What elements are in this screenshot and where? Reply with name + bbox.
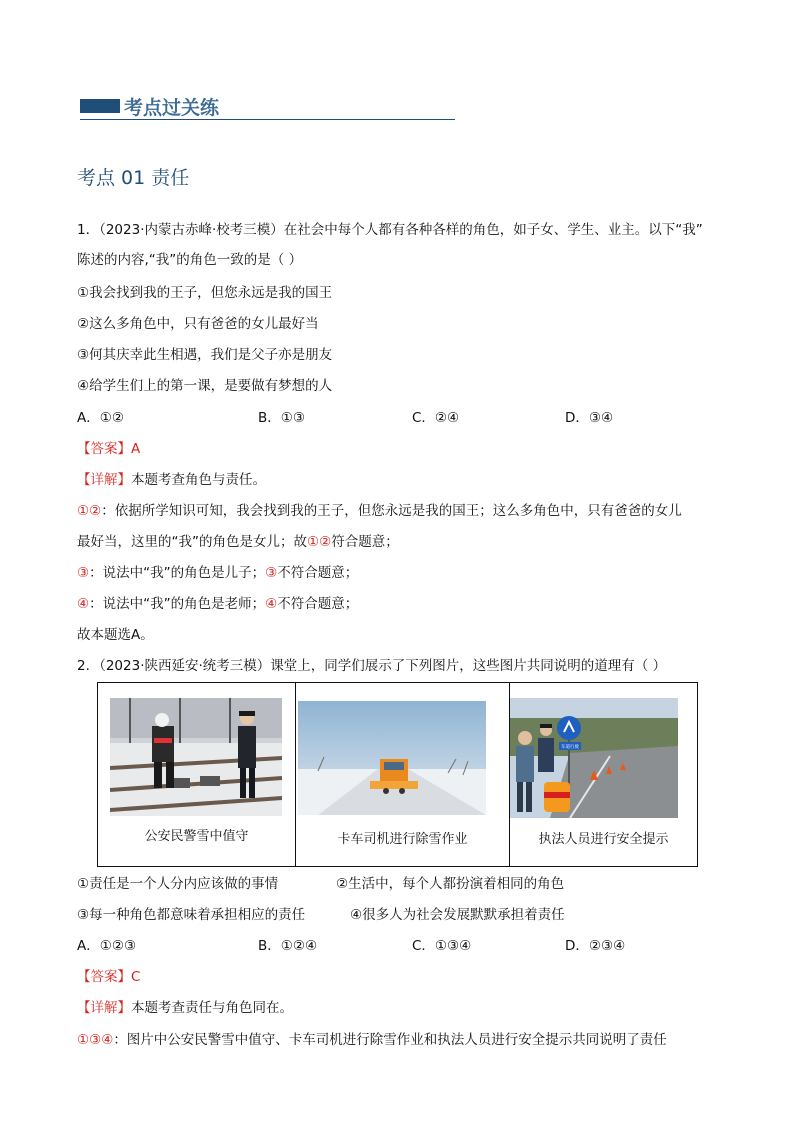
header-rule xyxy=(80,119,455,120)
header-title: 考点过关练 xyxy=(124,97,220,119)
q2-option-a: A．①②③ xyxy=(77,938,137,954)
q1-analysis-1 xyxy=(77,501,682,521)
q1-analysis-1-cont-mark: ①② xyxy=(307,534,332,550)
q2-picture-cell-3 xyxy=(510,683,698,867)
q1-item-1: ①我会找到我的王子，但您永远是我的国王 xyxy=(77,285,333,301)
sign-text: 车道行驶 xyxy=(561,745,579,750)
q2-analysis-1-text: ：图片中公安民警雪中值守、卡车司机进行除雪作业和执法人员进行安全提示共同说明了责任 xyxy=(113,1032,667,1048)
q2-analysis-1-mark: ①③④ xyxy=(77,1032,114,1048)
q2-item-4: ④很多人为社会发展默默承担着责任 xyxy=(350,907,565,923)
q1-analysis-3-post: 不符合题意； xyxy=(277,596,359,612)
header-bar xyxy=(80,99,120,113)
q2-analysis-1 xyxy=(77,1030,667,1050)
q1-item-4: ④给学生们上的第一课，是要做有梦想的人 xyxy=(77,378,333,394)
q2-picture-table xyxy=(97,682,698,867)
q2-picture-cell-2 xyxy=(296,683,510,867)
q1-answer xyxy=(77,439,140,459)
q1-option-c: C．②④ xyxy=(412,410,460,426)
caption-safety: 执法人员进行安全提示 xyxy=(538,832,669,847)
safety-prompt-photo xyxy=(510,698,678,818)
q1-analysis-2-text: ：说法中“我”的角色是儿子； xyxy=(89,565,266,581)
q2-option-b: B．①②④ xyxy=(258,938,318,954)
q1-analysis-1-cont-pre: 最好当，这里的“我”的角色是女儿；故 xyxy=(77,534,307,550)
q1-analysis-2-post: 不符合题意； xyxy=(277,565,359,581)
q2-answer-value: C xyxy=(131,969,141,985)
q1-item-3: ③何其庆幸此生相遇，我们是父子亦是朋友 xyxy=(77,347,333,363)
q1-analysis-3 xyxy=(77,594,358,614)
q1-analysis-3-mark2: ④ xyxy=(265,596,278,612)
q1-analysis-3-text: ：说法中“我”的角色是老师； xyxy=(89,596,266,612)
q2-item-3: ③每一种角色都意味着承担相应的责任 xyxy=(77,907,306,923)
q1-analysis-2-mark2: ③ xyxy=(265,565,278,581)
q1-item-2: ②这么多角色中，只有爸爸的女儿最好当 xyxy=(77,316,319,332)
q2-item-2: ②生活中，每个人都扮演着相同的角色 xyxy=(336,876,565,892)
q1-answer-value: A xyxy=(131,441,141,457)
section-title: 考点 01 责任 xyxy=(77,167,190,189)
q2-detail-intro: 本题考查责任与角色同在。 xyxy=(131,1000,293,1016)
snowplow-photo xyxy=(298,701,486,815)
caption-police: 公安民警雪中值守 xyxy=(144,829,249,844)
q2-answer xyxy=(77,967,140,987)
q1-analysis-2-mark: ③ xyxy=(77,565,90,581)
q1-stem-line1: 1．（2023·内蒙古赤峰·校考三模）在社会中每个人都有各种各样的角色，如子女、学生、业主。以下“我” xyxy=(77,222,703,238)
q1-detail xyxy=(77,470,266,490)
q2-detail-label: 【详解】 xyxy=(77,1000,131,1016)
q2-option-c: C．①③④ xyxy=(412,938,472,954)
q1-detail-label: 【详解】 xyxy=(77,472,131,488)
q1-analysis-1-cont xyxy=(77,532,399,552)
q2-stem: 2．（2023·陕西延安·统考三模）课堂上，同学们展示了下列图片，这些图片共同说明的道理有（ ） xyxy=(77,658,667,674)
q1-analysis-2 xyxy=(77,563,358,583)
q1-answer-label: 【答案】 xyxy=(77,441,131,457)
q2-picture-cell-1 xyxy=(98,683,296,867)
q1-conclusion: 故本题选A。 xyxy=(77,627,154,643)
q2-detail xyxy=(77,998,293,1018)
q1-analysis-1-text: ：依据所学知识可知，我会找到我的王子，但您永远是我的国王；这么多角色中，只有爸爸的女儿 xyxy=(101,503,682,519)
q2-item-1: ①责任是一个人分内应该做的事情 xyxy=(77,876,279,892)
q1-detail-intro: 本题考查角色与责任。 xyxy=(131,472,266,488)
q1-analysis-1-mark: ①② xyxy=(77,503,102,519)
q1-stem-line2: 陈述的内容,“我”的角色一致的是（ ） xyxy=(77,252,303,268)
q1-analysis-3-mark: ④ xyxy=(77,596,90,612)
q2-option-d: D．②③④ xyxy=(565,938,626,954)
q1-option-d: D．③④ xyxy=(565,410,614,426)
q2-answer-label: 【答案】 xyxy=(77,969,131,985)
q1-analysis-1-cont-post: 符合题意； xyxy=(331,534,399,550)
q1-option-a: A．①② xyxy=(77,410,124,426)
q1-option-b: B．①③ xyxy=(258,410,305,426)
caption-snowplow: 卡车司机进行除雪作业 xyxy=(337,832,468,847)
police-snow-photo xyxy=(110,698,282,816)
